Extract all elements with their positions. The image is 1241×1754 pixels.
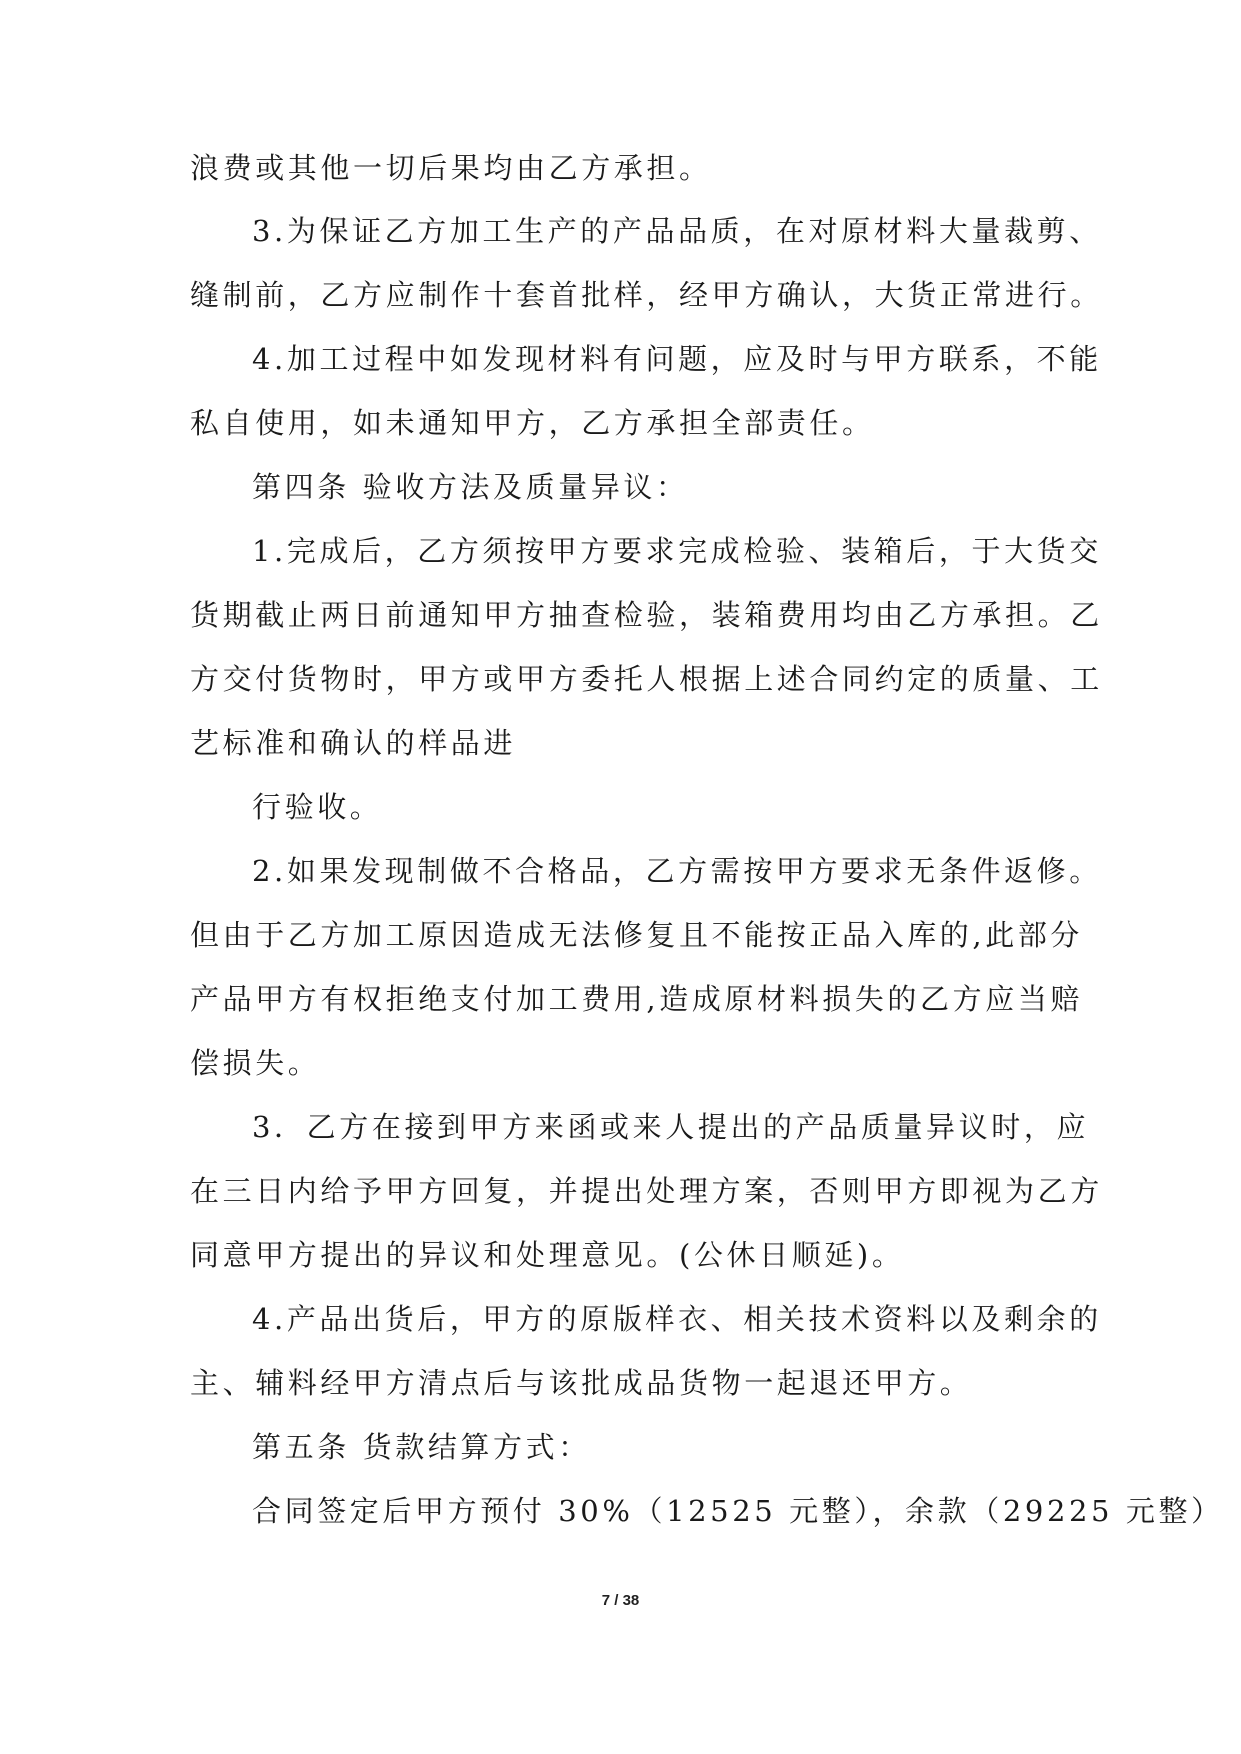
text-line: 4.产品出货后，甲方的原版样衣、相关技术资料以及剩余的 <box>252 1302 1102 1336</box>
page-number: 7 / 38 <box>601 1592 640 1609</box>
text-line: 私自使用，如未通知甲方，乙方承担全部责任。 <box>190 406 875 440</box>
text-line: 3．乙方在接到甲方来函或来人提出的产品质量异议时，应 <box>252 1110 1090 1144</box>
text-line: 产品甲方有权拒绝支付加工费用,造成原材料损失的乙方应当赔 <box>190 982 1084 1016</box>
text-line: 货期截止两日前通知甲方抽查检验，装箱费用均由乙方承担。乙 <box>190 598 1103 632</box>
text-line: 方交付货物时，甲方或甲方委托人根据上述合同约定的质量、工 <box>190 662 1103 696</box>
text-line: 主、辅料经甲方清点后与该批成品货物一起退还甲方。 <box>190 1366 973 1400</box>
text-line: 但由于乙方加工原因造成无法修复且不能按正品入库的,此部分 <box>190 918 1084 952</box>
text-line: 偿损失。 <box>190 1046 321 1080</box>
text-line: 同意甲方提出的异议和处理意见。(公休日顺延)。 <box>190 1238 905 1272</box>
text-line: 合同签定后甲方预付 30%（12525 元整），余款（29225 元整） <box>252 1494 1224 1528</box>
section-heading: 第五条 货款结算方式： <box>252 1430 591 1464</box>
section-heading: 第四条 验收方法及质量异议： <box>252 470 689 504</box>
text-line: 在三日内给予甲方回复，并提出处理方案，否则甲方即视为乙方 <box>190 1174 1103 1208</box>
text-line: 2.如果发现制做不合格品，乙方需按甲方要求无条件返修。 <box>252 854 1102 888</box>
text-line: 3.为保证乙方加工生产的产品品质，在对原材料大量裁剪、 <box>252 214 1102 248</box>
text-line: 浪费或其他一切后果均由乙方承担。 <box>190 151 712 185</box>
text-line: 艺标准和确认的样品进 <box>190 726 517 760</box>
text-line: 1.完成后，乙方须按甲方要求完成检验、装箱后，于大货交 <box>252 534 1102 568</box>
text-line: 缝制前，乙方应制作十套首批样，经甲方确认，大货正常进行。 <box>190 278 1103 312</box>
text-line: 4.加工过程中如发现材料有问题，应及时与甲方联系，不能 <box>252 342 1102 376</box>
text-line: 行验收。 <box>252 790 383 824</box>
